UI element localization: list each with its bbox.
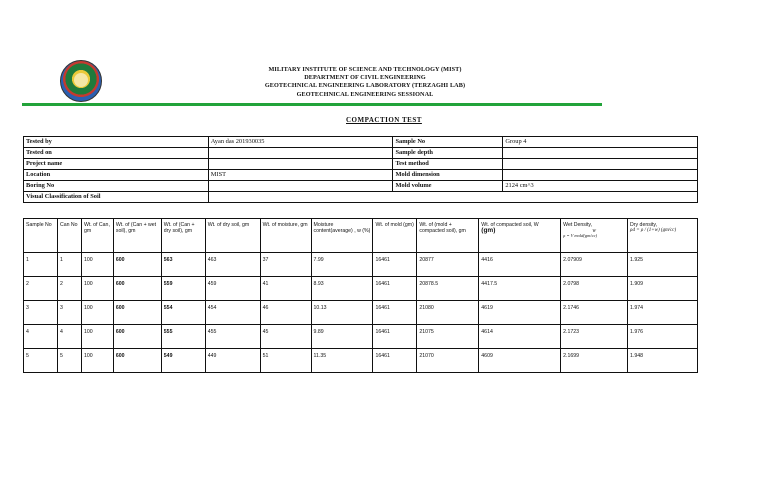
cell-wet-density: 2.1723 (561, 325, 628, 349)
mold-dimension-label: Mold dimension (393, 170, 503, 181)
cell-can-no: 3 (57, 301, 81, 325)
cell-wt-can-dry-soil: 563 (161, 253, 205, 277)
cell-wet-density: 2.1699 (561, 349, 628, 373)
col-wet-density (561, 219, 628, 253)
cell-dry-density: 1.948 (628, 349, 698, 373)
cell-wt-mold-compacted: 21080 (417, 301, 479, 325)
sample-depth-label: Sample depth (393, 148, 503, 159)
header-line-1: MILITARY INSTITUTE OF SCIENCE AND TECHNOLOGY (MIST) (268, 66, 462, 73)
col-wt-compacted-soil-unit: (gm) (481, 227, 496, 235)
sample-no-value: Group 4 (503, 137, 698, 148)
wet-density-numerator: W (592, 228, 596, 234)
cell-wt-moisture: 45 (260, 325, 311, 349)
cell-dry-density: 1.976 (628, 325, 698, 349)
cell-moisture-content: 7.99 (311, 253, 373, 277)
header-divider (22, 103, 602, 106)
cell-wt-mold: 16461 (373, 349, 417, 373)
mist-logo (60, 60, 102, 102)
cell-wt-can-wet-soil: 600 (113, 253, 161, 277)
cell-wt-moisture: 46 (260, 301, 311, 325)
col-wt-compacted-soil-label: Wt. of compacted soil, W (481, 222, 539, 228)
cell-dry-density: 1.909 (628, 277, 698, 301)
cell-wt-dry-soil: 455 (205, 325, 260, 349)
col-can-no: Can No (57, 219, 81, 253)
cell-wt-mold: 16461 (373, 277, 417, 301)
header-line-3: GEOTECHNICAL ENGINEERING LABORATORY (TERZAGHI LAB) (264, 82, 466, 90)
cell-wt-compacted-soil: 4619 (479, 301, 561, 325)
tested-by-value: Ayan das 201930035 (208, 137, 393, 148)
visual-classification-value (208, 192, 697, 203)
cell-wet-density: 2.07909 (561, 253, 628, 277)
col-wet-density-label: Wet Density, (563, 222, 593, 228)
table-row (24, 277, 698, 301)
table-row (24, 325, 698, 349)
col-wt-moisture: Wt. of moisture, gm (260, 219, 311, 253)
test-method-value (503, 159, 698, 170)
table-row (24, 253, 698, 277)
cell-wt-dry-soil: 459 (205, 277, 260, 301)
boring-no-value (208, 181, 393, 192)
col-wt-mold-compacted: Wt. of (mold + compacted soil), gm (417, 219, 479, 253)
cell-wt-can-dry-soil: 555 (161, 325, 205, 349)
cell-dry-density: 1.925 (628, 253, 698, 277)
cell-sample-no: 4 (24, 325, 58, 349)
cell-sample-no: 3 (24, 301, 58, 325)
tested-on-label: Tested on (24, 148, 209, 159)
col-wt-can: Wt. of Can, gm (81, 219, 113, 253)
location-value: MIST (208, 170, 393, 181)
cell-wt-dry-soil: 463 (205, 253, 260, 277)
cell-wt-can-dry-soil: 554 (161, 301, 205, 325)
cell-wt-can-dry-soil: 559 (161, 277, 205, 301)
col-dry-density-label: Dry density, (630, 222, 658, 228)
cell-wt-can: 100 (81, 301, 113, 325)
institution-header (200, 66, 530, 99)
col-wt-compacted-soil (479, 219, 561, 253)
cell-wet-density: 2.1746 (561, 301, 628, 325)
sample-no-label: Sample No (393, 137, 503, 148)
sample-depth-value (503, 148, 698, 159)
cell-moisture-content: 8.93 (311, 277, 373, 301)
cell-wt-can: 100 (81, 253, 113, 277)
mold-dimension-value (503, 170, 698, 181)
tested-by-label: Tested by (24, 137, 209, 148)
cell-wt-moisture: 51 (260, 349, 311, 373)
col-wt-mold: Wt. of mold (gm) (373, 219, 417, 253)
cell-wt-compacted-soil: 4609 (479, 349, 561, 373)
mold-volume-value: 2124 cm^3 (503, 181, 698, 192)
page-title: COMPACTION TEST (346, 116, 422, 124)
cell-wt-mold: 16461 (373, 325, 417, 349)
table-header-row (24, 219, 698, 253)
boring-no-label: Boring No (24, 181, 209, 192)
cell-moisture-content: 11.35 (311, 349, 373, 373)
header-line-4: GEOTECHNICAL ENGINEERING SESSIONAL (296, 90, 434, 98)
project-label: Project name (24, 159, 209, 170)
cell-moisture-content: 9.89 (311, 325, 373, 349)
col-wt-can-dry-soil: Wt. of (Can + dry soil), gm (161, 219, 205, 253)
cell-wt-can: 100 (81, 277, 113, 301)
cell-wt-compacted-soil: 4417.5 (479, 277, 561, 301)
cell-wt-can: 100 (81, 349, 113, 373)
cell-wt-dry-soil: 449 (205, 349, 260, 373)
cell-can-no: 2 (57, 277, 81, 301)
cell-wt-can-wet-soil: 600 (113, 277, 161, 301)
cell-can-no: 1 (57, 253, 81, 277)
cell-wt-mold-compacted: 20878.5 (417, 277, 479, 301)
cell-wt-mold-compacted: 21075 (417, 325, 479, 349)
cell-wt-can: 100 (81, 325, 113, 349)
table-row (24, 349, 698, 373)
cell-moisture-content: 10.13 (311, 301, 373, 325)
col-wt-can-wet-soil: Wt. of (Can + wet soil), gm (113, 219, 161, 253)
cell-wt-moisture: 37 (260, 253, 311, 277)
col-sample-no: Sample No (24, 219, 58, 253)
cell-wt-mold-compacted: 20877 (417, 253, 479, 277)
cell-wt-mold: 16461 (373, 253, 417, 277)
test-method-label: Test method (393, 159, 503, 170)
dry-density-formula: ρd = ρ / (1+w) (gm/cc) (630, 228, 677, 234)
cell-wt-can-wet-soil: 600 (113, 301, 161, 325)
cell-sample-no: 1 (24, 253, 58, 277)
tested-on-value (208, 148, 393, 159)
cell-wt-mold: 16461 (373, 301, 417, 325)
project-value (208, 159, 393, 170)
cell-wt-dry-soil: 454 (205, 301, 260, 325)
location-label: Location (24, 170, 209, 181)
cell-sample-no: 5 (24, 349, 58, 373)
header-line-2: DEPARTMENT OF CIVIL ENGINEERING (304, 74, 426, 82)
cell-wt-can-wet-soil: 600 (113, 325, 161, 349)
cell-wet-density: 2.0798 (561, 277, 628, 301)
table-row (24, 301, 698, 325)
cell-wt-can-wet-soil: 600 (113, 349, 161, 373)
cell-wt-compacted-soil: 4416 (479, 253, 561, 277)
cell-wt-can-dry-soil: 549 (161, 349, 205, 373)
col-wt-dry-soil: Wt. of dry soil, gm (205, 219, 260, 253)
visual-classification-label: Visual Classification of Soil (24, 192, 209, 203)
cell-wt-compacted-soil: 4614 (479, 325, 561, 349)
cell-can-no: 5 (57, 349, 81, 373)
cell-wt-mold-compacted: 21070 (417, 349, 479, 373)
compaction-data-table (23, 218, 698, 373)
col-dry-density (628, 219, 698, 253)
col-moisture-content: Moisture content(average) , w (%) (311, 219, 373, 253)
mold-volume-label: Mold volume (393, 181, 503, 192)
cell-sample-no: 2 (24, 277, 58, 301)
cell-wt-moisture: 41 (260, 277, 311, 301)
wet-density-formula: ρ = V mold(gm/cc) (563, 233, 598, 239)
test-info-table (23, 136, 698, 203)
cell-dry-density: 1.974 (628, 301, 698, 325)
cell-can-no: 4 (57, 325, 81, 349)
